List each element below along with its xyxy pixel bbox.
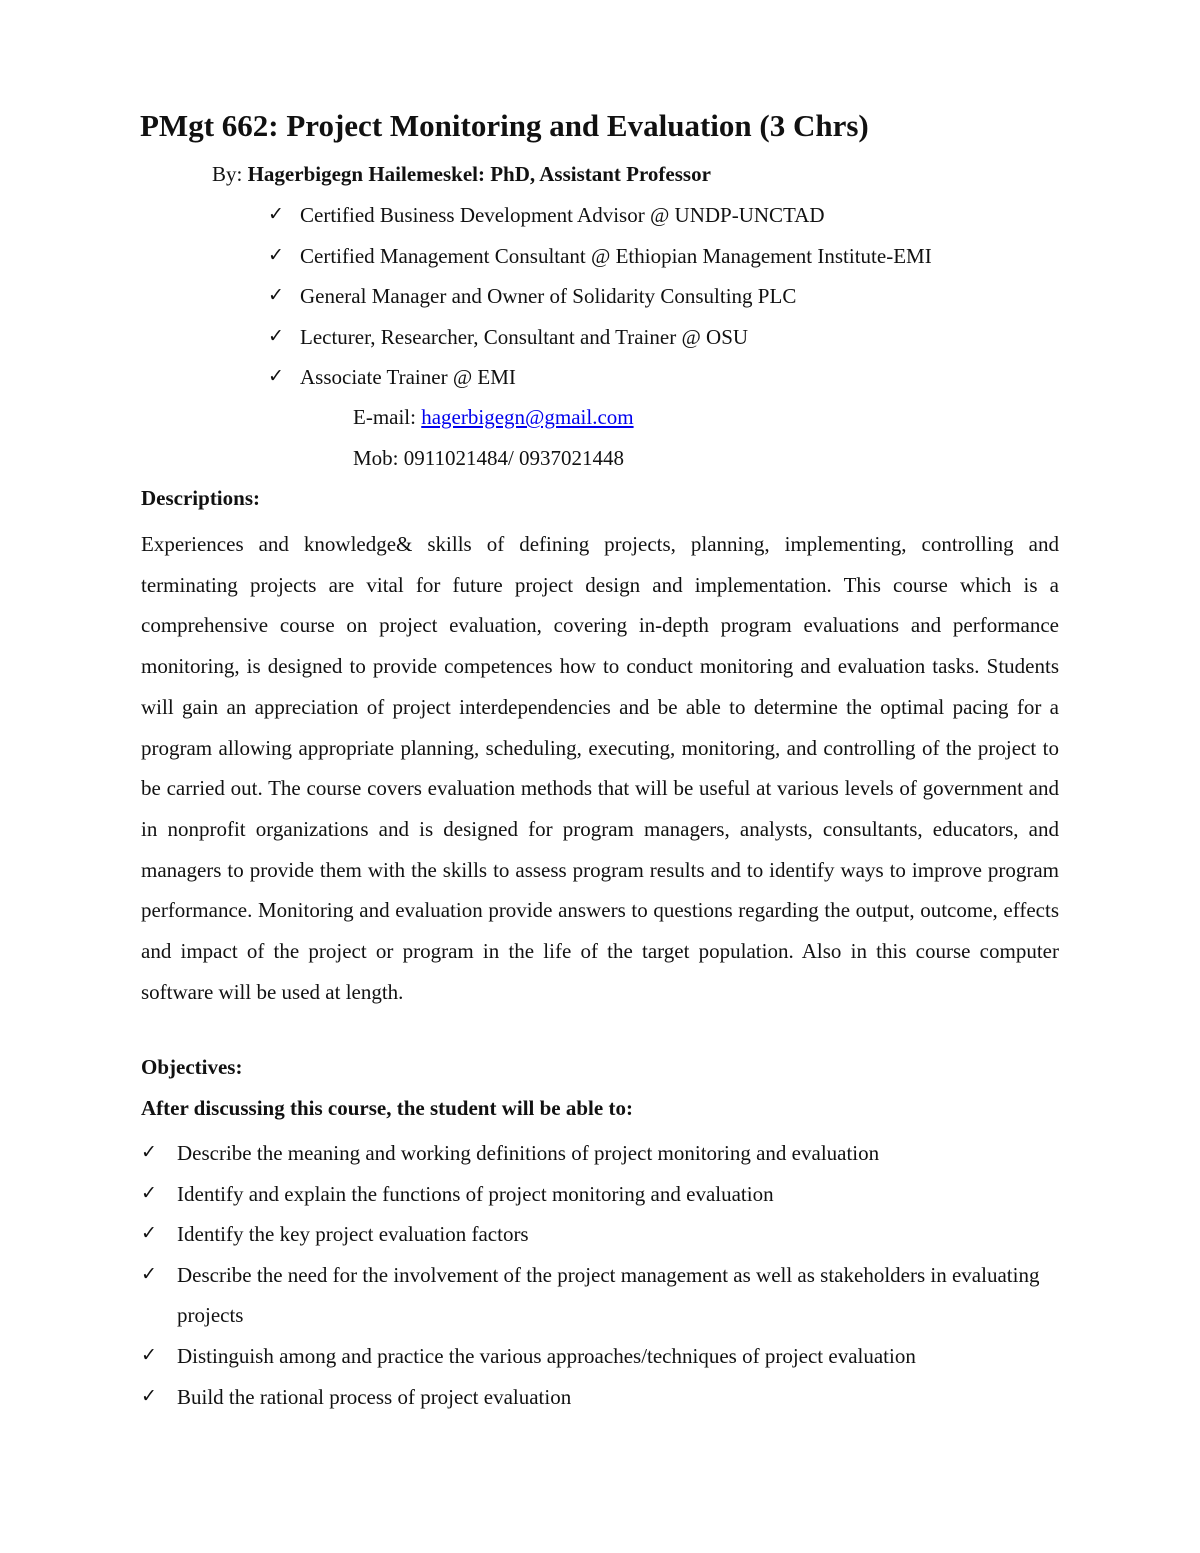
mobile-line: Mob: 0911021484/ 0937021448 xyxy=(353,446,625,470)
list-item xyxy=(268,362,932,403)
list-item xyxy=(268,200,932,241)
byline-prefix: By: xyxy=(212,162,248,186)
credential-text: Lecturer, Researcher, Consultant and Trainer @ OSU xyxy=(300,324,749,349)
checkmark-icon: ✓ xyxy=(268,285,284,307)
list-item xyxy=(141,1214,1061,1255)
list-item xyxy=(268,241,932,282)
objective-text: Build the rational process of project evaluation xyxy=(177,1384,572,1409)
credential-text: Certified Management Consultant @ Ethiopian Management Institute-EMI xyxy=(300,243,932,268)
list-item xyxy=(268,281,932,322)
checkmark-icon: ✓ xyxy=(141,1223,157,1245)
byline xyxy=(212,162,711,187)
objectives-heading: Objectives: xyxy=(141,1055,243,1079)
credential-text: Associate Trainer @ EMI xyxy=(300,365,516,390)
credentials-list xyxy=(268,200,932,403)
objectives-intro: After discussing this course, the student will be able to: xyxy=(141,1096,633,1120)
checkmark-icon: ✓ xyxy=(141,1142,157,1163)
checkmark-icon: ✓ xyxy=(268,366,284,388)
list-item xyxy=(141,1174,1061,1215)
list-item xyxy=(141,1133,1061,1174)
credential-text: General Manager and Owner of Solidarity Consulting PLC xyxy=(300,284,797,309)
checkmark-icon: ✓ xyxy=(268,204,284,225)
email-link[interactable]: hagerbigegn@gmail.com xyxy=(421,405,634,429)
descriptions-body: Experiences and knowledge& skills of defining projects, planning, implementing, controlling and terminating projects are vital for future project design and implementation. This course which is a comprehensive course on project evaluation, covering in-depth program evaluations and performance monitoring, is designed to provide competences how to conduct monitoring and evaluation tasks. Students will gain an appreciation of project interdependencies and be able to determine the optimal pacing for a program allowing appropriate planning, scheduling, executing, monitoring, and controlling of the project to be carried out. The course covers evaluation methods that will be useful at various levels of government and in nonprofit organizations and is designed for program managers, analysts, consultants, educators, and managers to provide them with the skills to assess program results and to identify ways to improve program performance. Monitoring and evaluation provide answers to questions regarding the output, outcome, effects and impact of the project or program in the life of the target population. Also in this course computer software will be used at length. xyxy=(141,532,1059,1004)
checkmark-icon: ✓ xyxy=(141,1344,157,1366)
checkmark-icon: ✓ xyxy=(268,244,284,266)
list-item xyxy=(141,1377,1061,1418)
objective-text: Distinguish among and practice the various approaches/techniques of project evaluation xyxy=(177,1343,916,1368)
author-name: Hagerbigegn Hailemeskel: PhD, Assistant Professor xyxy=(247,162,711,186)
checkmark-icon: ✓ xyxy=(141,1263,157,1285)
credential-text: Certified Business Development Advisor @ UNDP-UNCTAD xyxy=(300,203,825,227)
objective-text: Identify and explain the functions of project monitoring and evaluation xyxy=(177,1181,774,1206)
objectives-list xyxy=(141,1133,1061,1417)
checkmark-icon: ✓ xyxy=(141,1182,157,1204)
checkmark-icon: ✓ xyxy=(268,325,284,347)
objective-text: Identify the key project evaluation factors xyxy=(177,1222,529,1247)
list-item xyxy=(141,1336,1061,1377)
objective-text: Describe the meaning and working definitions of project monitoring and evaluation xyxy=(177,1141,880,1165)
list-item xyxy=(268,322,932,363)
course-title: PMgt 662: Project Monitoring and Evaluation (3 Chrs) xyxy=(140,108,869,143)
email-line xyxy=(353,405,634,430)
list-item xyxy=(141,1255,1061,1336)
email-label: E-mail: xyxy=(353,405,422,429)
objective-text: Describe the need for the involvement of the project management as well as stakeholders in evaluating projects xyxy=(177,1262,1040,1328)
descriptions-heading: Descriptions: xyxy=(141,486,260,510)
checkmark-icon: ✓ xyxy=(141,1385,157,1407)
